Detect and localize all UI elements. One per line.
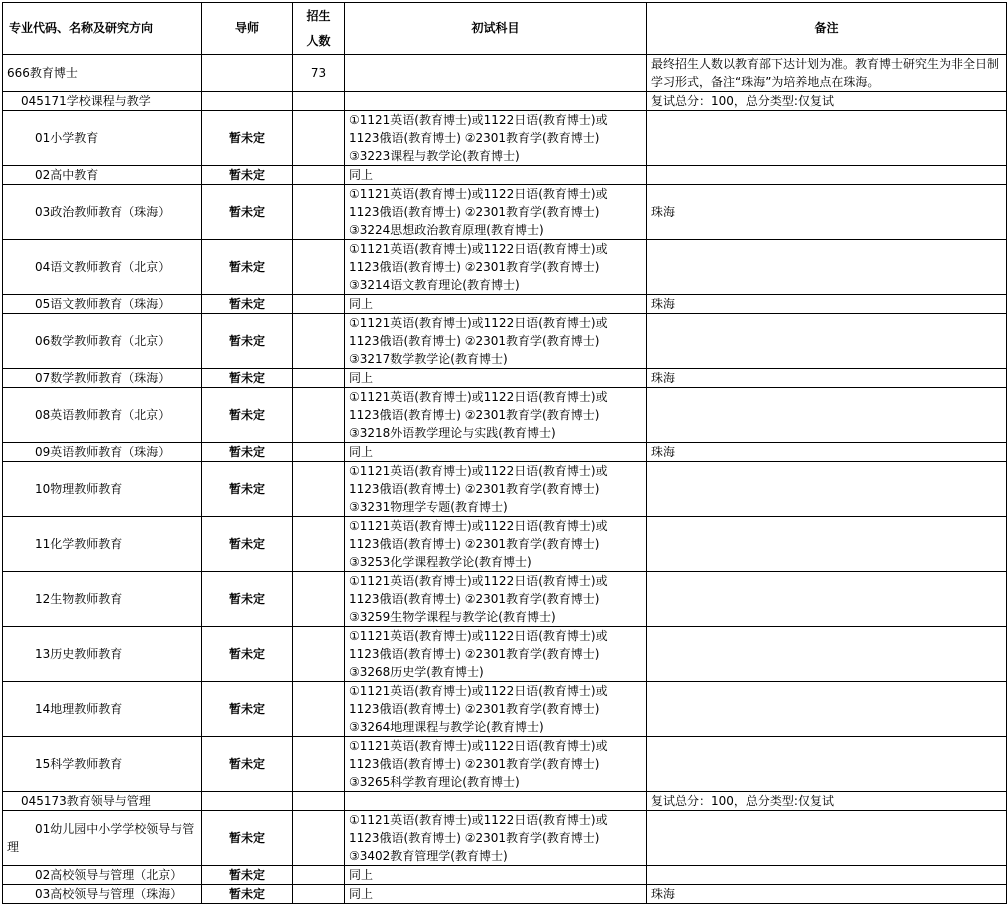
direction-name: 02高校领导与管理（北京）	[3, 866, 202, 885]
direction-name: 12生物教师教育	[3, 572, 202, 627]
subject-line-2: 1123俄语(教育博士) ②2301教育学(教育博士)	[349, 334, 600, 348]
subject-line-1: ①1121英语(教育博士)或1122日语(教育博士)或	[349, 574, 608, 588]
direction-name: 15科学教师教育	[3, 737, 202, 792]
enrollment-cell	[293, 240, 345, 295]
advisor-cell: 暂未定	[202, 240, 293, 295]
direction-row	[3, 111, 1007, 166]
subject-line-2: 1123俄语(教育博士) ②2301教育学(教育博士)	[349, 482, 600, 496]
direction-name: 01幼儿园中小学学校领导与管理	[3, 811, 202, 866]
subject-line-3: ③3214语文教育理论(教育博士)	[349, 278, 520, 292]
advisor-cell: 暂未定	[202, 295, 293, 314]
enrollment-cell	[293, 737, 345, 792]
subject-line-1: ①1121英语(教育博士)或1122日语(教育博士)或	[349, 464, 608, 478]
program-name: 666教育博士	[3, 55, 202, 92]
enrollment-cell	[293, 811, 345, 866]
subjects-cell	[345, 462, 647, 517]
direction-row	[3, 314, 1007, 369]
subject-line-3: ③3217数学教学论(教育博士)	[349, 352, 508, 366]
subject-line-3: ③3259生物学课程与教学论(教育博士)	[349, 610, 556, 624]
enrollment-cell	[293, 111, 345, 166]
direction-row	[3, 517, 1007, 572]
subjects-cell	[345, 682, 647, 737]
subject-line-2: 1123俄语(教育博士) ②2301教育学(教育博士)	[349, 205, 600, 219]
note-cell: 珠海	[647, 185, 1007, 240]
enrollment-cell	[293, 517, 345, 572]
subjects-cell	[345, 627, 647, 682]
subjects-cell	[345, 388, 647, 443]
subject-line-3: ③3402教育管理学(教育博士)	[349, 849, 508, 863]
direction-row	[3, 443, 1007, 462]
subject-line-1: ①1121英语(教育博士)或1122日语(教育博士)或	[349, 187, 608, 201]
subjects-cell: 同上	[345, 443, 647, 462]
subject-line-1: ①1121英语(教育博士)或1122日语(教育博士)或	[349, 739, 608, 753]
subject-line-2: 1123俄语(教育博士) ②2301教育学(教育博士)	[349, 757, 600, 771]
major-note: 复试总分：100，总分类型:仅复试	[647, 792, 1007, 811]
subjects-cell: 同上	[345, 885, 647, 904]
direction-row	[3, 369, 1007, 388]
direction-name: 04语文教师教育（北京）	[3, 240, 202, 295]
subjects-cell	[345, 240, 647, 295]
note-cell	[647, 166, 1007, 185]
direction-row	[3, 737, 1007, 792]
note-cell	[647, 517, 1007, 572]
subject-line-1: ①1121英语(教育博士)或1122日语(教育博士)或	[349, 242, 608, 256]
subjects-cell: 同上	[345, 866, 647, 885]
advisor-cell: 暂未定	[202, 369, 293, 388]
subject-line-3: ③3231物理学专题(教育博士)	[349, 500, 508, 514]
advisor-cell: 暂未定	[202, 166, 293, 185]
subject-line-2: 1123俄语(教育博士) ②2301教育学(教育博士)	[349, 592, 600, 606]
enrollment-cell	[293, 388, 345, 443]
subject-line-1: ①1121英语(教育博士)或1122日语(教育博士)或	[349, 519, 608, 533]
enrollment-cell	[293, 314, 345, 369]
direction-row	[3, 295, 1007, 314]
note-cell: 珠海	[647, 369, 1007, 388]
major-row-045173	[3, 792, 1007, 811]
col-header-advisor: 导师	[202, 3, 293, 55]
direction-row	[3, 240, 1007, 295]
direction-name: 14地理教师教育	[3, 682, 202, 737]
direction-name: 10物理教师教育	[3, 462, 202, 517]
enrollment-cell	[293, 462, 345, 517]
subjects-cell	[345, 517, 647, 572]
advisor-cell: 暂未定	[202, 682, 293, 737]
direction-row	[3, 682, 1007, 737]
program-note: 最终招生人数以教育部下达计划为准。教育博士研究生为非全日制学习形式，备注“珠海”为培养地点在珠海。	[647, 55, 1007, 92]
advisor-cell: 暂未定	[202, 866, 293, 885]
advisor-cell: 暂未定	[202, 737, 293, 792]
advisor-cell: 暂未定	[202, 572, 293, 627]
advisor-cell: 暂未定	[202, 811, 293, 866]
enrollment-cell	[293, 443, 345, 462]
note-cell	[647, 240, 1007, 295]
advisor-cell: 暂未定	[202, 885, 293, 904]
col-header-major: 专业代码、名称及研究方向	[3, 3, 202, 55]
note-cell	[647, 388, 1007, 443]
direction-rows-045173	[3, 811, 1007, 904]
program-subjects	[345, 55, 647, 92]
enrollment-cell	[293, 866, 345, 885]
enrollment-cell	[293, 185, 345, 240]
direction-row	[3, 627, 1007, 682]
advisor-cell: 暂未定	[202, 462, 293, 517]
subject-line-2: 1123俄语(教育博士) ②2301教育学(教育博士)	[349, 131, 600, 145]
direction-row	[3, 166, 1007, 185]
direction-name: 02高中教育	[3, 166, 202, 185]
major-name: 045173教育领导与管理	[3, 792, 202, 811]
subject-line-1: ①1121英语(教育博士)或1122日语(教育博士)或	[349, 813, 608, 827]
col-header-subjects: 初试科目	[345, 3, 647, 55]
direction-row	[3, 388, 1007, 443]
direction-row	[3, 811, 1007, 866]
advisor-cell: 暂未定	[202, 388, 293, 443]
major-name: 045171学校课程与教学	[3, 92, 202, 111]
subject-line-1: ①1121英语(教育博士)或1122日语(教育博士)或	[349, 316, 608, 330]
subject-line-2: 1123俄语(教育博士) ②2301教育学(教育博士)	[349, 702, 600, 716]
direction-name: 07数学教师教育（珠海）	[3, 369, 202, 388]
note-cell: 珠海	[647, 885, 1007, 904]
subject-line-3: ③3264地理课程与教学论(教育博士)	[349, 720, 544, 734]
subjects-cell	[345, 314, 647, 369]
enrollment-cell	[293, 682, 345, 737]
subjects-cell	[345, 737, 647, 792]
direction-rows-045171	[3, 111, 1007, 792]
note-cell	[647, 572, 1007, 627]
subject-line-2: 1123俄语(教育博士) ②2301教育学(教育博士)	[349, 408, 600, 422]
subjects-cell: 同上	[345, 295, 647, 314]
note-cell: 珠海	[647, 295, 1007, 314]
subject-line-2: 1123俄语(教育博士) ②2301教育学(教育博士)	[349, 260, 600, 274]
direction-name: 03高校领导与管理（珠海）	[3, 885, 202, 904]
enrollment-table	[2, 2, 1007, 904]
advisor-cell: 暂未定	[202, 517, 293, 572]
subject-line-3: ③3223课程与教学论(教育博士)	[349, 149, 520, 163]
subjects-cell: 同上	[345, 166, 647, 185]
direction-name: 01小学教育	[3, 111, 202, 166]
subjects-cell	[345, 185, 647, 240]
subject-line-1: ①1121英语(教育博士)或1122日语(教育博士)或	[349, 629, 608, 643]
direction-row	[3, 866, 1007, 885]
program-advisor	[202, 55, 293, 92]
note-cell	[647, 682, 1007, 737]
direction-row	[3, 185, 1007, 240]
enrollment-cell	[293, 369, 345, 388]
col-header-notes: 备注	[647, 3, 1007, 55]
enrollment-cell	[293, 572, 345, 627]
advisor-cell: 暂未定	[202, 627, 293, 682]
col-header-enrollment: 招生 人数	[293, 3, 345, 55]
subject-line-1: ①1121英语(教育博士)或1122日语(教育博士)或	[349, 390, 608, 404]
note-cell	[647, 737, 1007, 792]
subjects-cell: 同上	[345, 369, 647, 388]
enrollment-cell	[293, 166, 345, 185]
direction-name: 06数学教师教育（北京）	[3, 314, 202, 369]
program-count: 73	[293, 55, 345, 92]
subject-line-2: 1123俄语(教育博士) ②2301教育学(教育博士)	[349, 647, 600, 661]
direction-row	[3, 885, 1007, 904]
direction-name: 08英语教师教育（北京）	[3, 388, 202, 443]
direction-name: 05语文教师教育（珠海）	[3, 295, 202, 314]
subject-line-1: ①1121英语(教育博士)或1122日语(教育博士)或	[349, 684, 608, 698]
direction-name: 13历史教师教育	[3, 627, 202, 682]
note-cell	[647, 314, 1007, 369]
note-cell	[647, 462, 1007, 517]
direction-name: 09英语教师教育（珠海）	[3, 443, 202, 462]
subjects-cell	[345, 811, 647, 866]
note-cell	[647, 811, 1007, 866]
enrollment-cell	[293, 627, 345, 682]
subjects-cell	[345, 111, 647, 166]
program-row	[3, 55, 1007, 92]
direction-row	[3, 462, 1007, 517]
advisor-cell: 暂未定	[202, 111, 293, 166]
note-cell	[647, 627, 1007, 682]
note-cell: 珠海	[647, 443, 1007, 462]
subjects-cell	[345, 572, 647, 627]
enrollment-cell	[293, 295, 345, 314]
note-cell	[647, 111, 1007, 166]
subject-line-3: ③3224思想政治教育原理(教育博士)	[349, 223, 544, 237]
subject-line-3: ③3218外语教学理论与实践(教育博士)	[349, 426, 556, 440]
enrollment-cell	[293, 885, 345, 904]
advisor-cell: 暂未定	[202, 185, 293, 240]
direction-row	[3, 572, 1007, 627]
subject-line-1: ①1121英语(教育博士)或1122日语(教育博士)或	[349, 113, 608, 127]
direction-name: 11化学教师教育	[3, 517, 202, 572]
advisor-cell: 暂未定	[202, 443, 293, 462]
subject-line-3: ③3253化学课程教学论(教育博士)	[349, 555, 532, 569]
header-row	[3, 3, 1007, 55]
subject-line-2: 1123俄语(教育博士) ②2301教育学(教育博士)	[349, 831, 600, 845]
subject-line-2: 1123俄语(教育博士) ②2301教育学(教育博士)	[349, 537, 600, 551]
direction-name: 03政治教师教育（珠海）	[3, 185, 202, 240]
note-cell	[647, 866, 1007, 885]
subject-line-3: ③3265科学教育理论(教育博士)	[349, 775, 520, 789]
advisor-cell: 暂未定	[202, 314, 293, 369]
major-note: 复试总分：100，总分类型:仅复试	[647, 92, 1007, 111]
subject-line-3: ③3268历史学(教育博士)	[349, 665, 484, 679]
major-row-045171	[3, 92, 1007, 111]
